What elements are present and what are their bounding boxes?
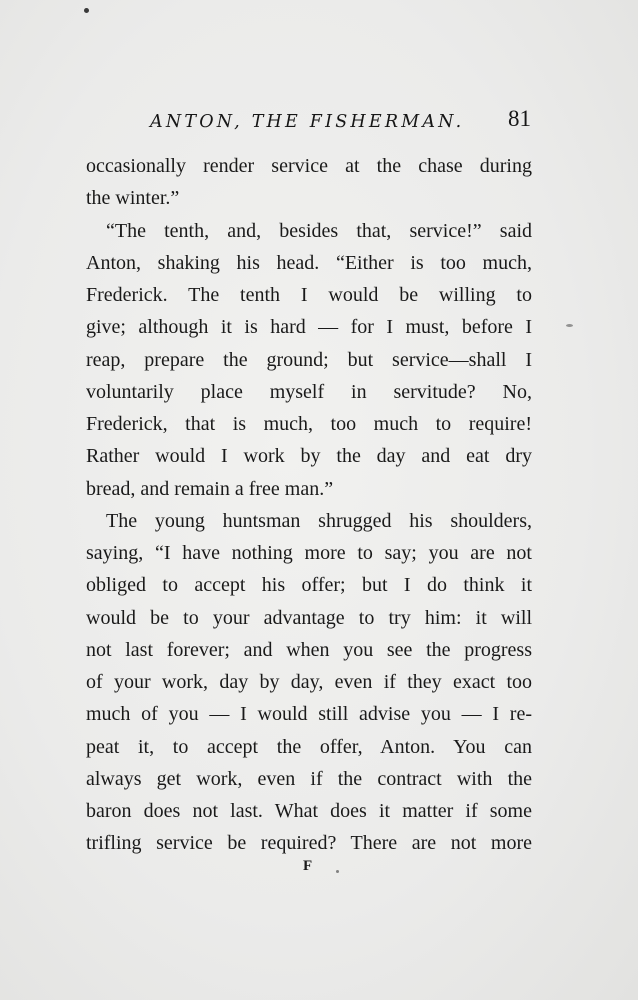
ink-speck [84,8,89,13]
page-number: 81 [508,106,531,131]
text-line: Frederick, that is much, too much to require! [86,413,532,435]
text-line: Anton, shaking his head. “Either is too much, [86,251,532,274]
text-line: baron does not last. What does it matter if some [86,800,532,822]
running-title: ANTON, THE FISHERMAN. [150,112,465,132]
text-line: of your work, day by day, even if they exact too [86,671,532,693]
text-line: always get work, even if the contract with the [86,767,532,790]
text-line: trifling service be required? There are not more [86,832,532,855]
text-line: give; although it is hard — for I must, before I [86,316,532,339]
text-line: the winter.” [86,187,180,210]
text-line: peat it, to accept the offer, Anton. You can [86,735,532,758]
body-text [86,150,532,860]
text-line: reap, prepare the ground; but service—shall I [86,348,532,371]
text-line: Rather would I work by the day and eat dry [86,445,532,468]
text-line: “The tenth, and, besides that, service!” said [106,219,532,242]
signature-mark: F [303,858,313,874]
text-line: much of you — I would still advise you — I re- [86,703,532,726]
text-line: The young huntsman shrugged his shoulders, [106,509,532,532]
ink-speck [336,870,339,873]
text-line: occasionally render service at the chase during [86,155,532,177]
text-line: voluntarily place myself in servitude? No, [86,380,532,403]
text-line: bread, and remain a free man.” [86,477,334,500]
running-header [150,106,535,136]
text-line: not last forever; and when you see the progress [86,638,532,661]
text-line: would be to your advantage to try him: it will [86,606,532,629]
text-line: obliged to accept his offer; but I do think it [86,574,532,597]
text-line: saying, “I have nothing more to say; you are not [86,542,532,564]
text-line: Frederick. The tenth I would be willing to [86,284,532,306]
ink-speck [566,324,573,327]
